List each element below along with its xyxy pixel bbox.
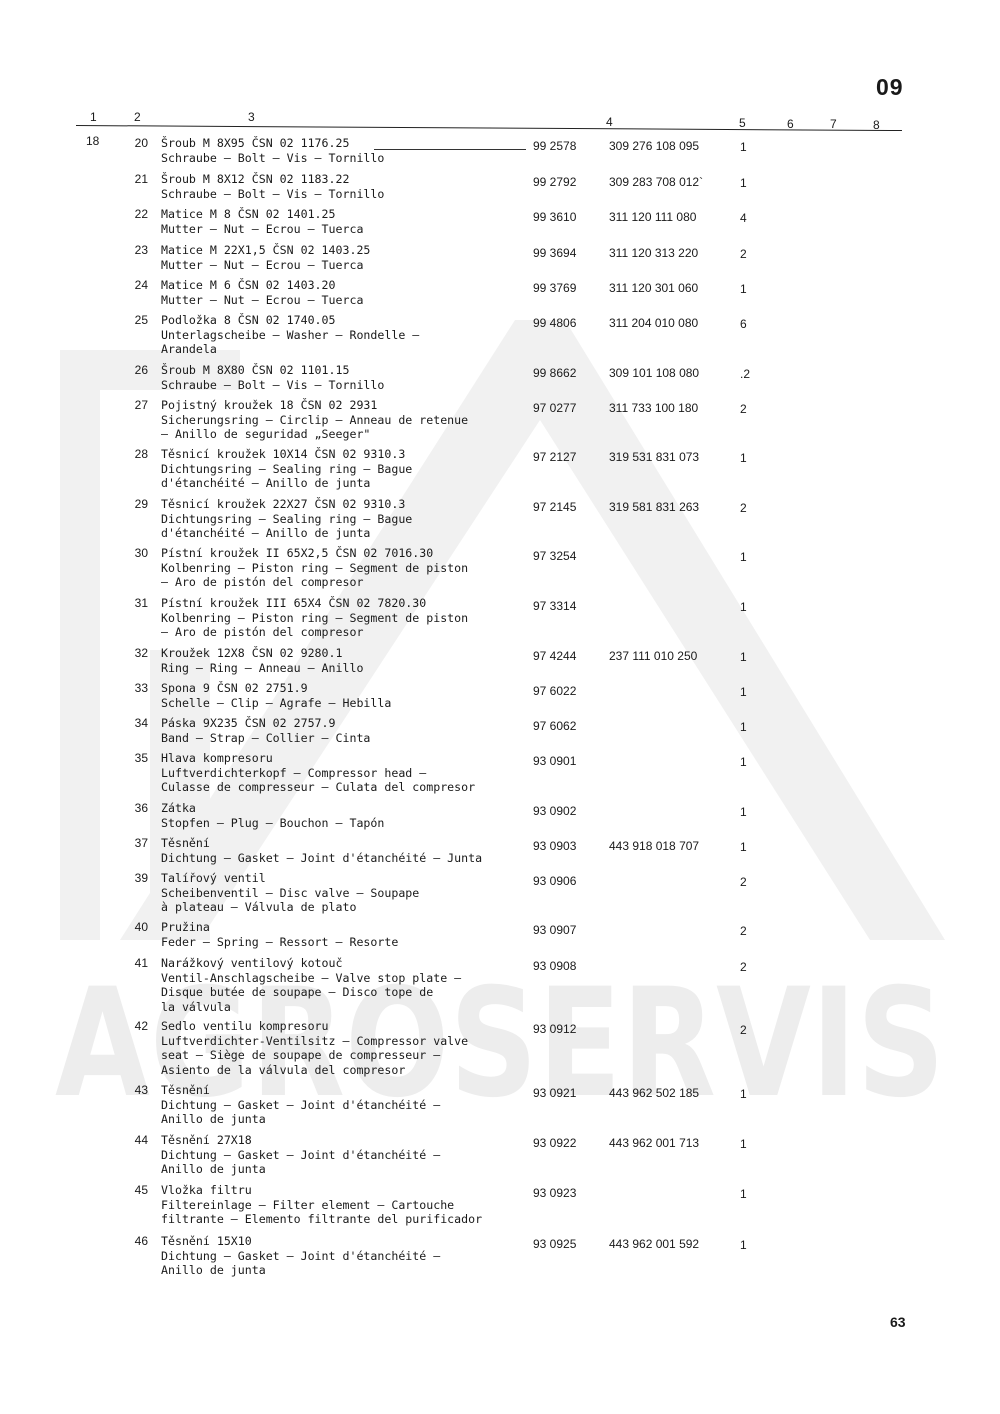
- column-header-4: 4: [606, 115, 613, 129]
- description-line: — Anillo de seguridad „Seeger": [161, 427, 371, 442]
- description-line: Band — Strap — Collier — Cinta: [161, 730, 371, 745]
- quantity: 2: [740, 924, 747, 938]
- description-line: Stopfen — Plug — Bouchon — Tapón: [161, 815, 385, 830]
- part-description: [161, 363, 521, 392]
- description-line: Narážkový ventilový kotouč: [161, 956, 343, 970]
- description-line: Šroub M 8X95 ČSN 02 1176.25: [161, 136, 350, 150]
- part-number: 93 0901: [533, 754, 577, 768]
- description-line: Pístní kroužek II 65X2,5 ČSN 02 7016.30: [161, 546, 434, 560]
- position-number: 23: [134, 243, 148, 257]
- description-line: Kolbenring — Piston ring — Segment de piston: [161, 560, 469, 575]
- part-number: 97 0277: [533, 401, 577, 415]
- position-number: 28: [134, 447, 148, 461]
- catalog-number: 309 276 108 095: [609, 139, 700, 153]
- part-description: [161, 1133, 521, 1177]
- description-line: Mutter — Nut — Ecrou — Tuerca: [161, 292, 364, 307]
- group-number: 18: [86, 134, 100, 148]
- description-line: Disque butée de soupape — Disco tope de: [161, 985, 434, 1000]
- part-number: 93 0908: [533, 959, 577, 973]
- description-line: Arandela: [161, 342, 217, 357]
- description-line: Dichtung — Gasket — Joint d'étanchéité —: [161, 1097, 441, 1112]
- description-line: Anillo de junta: [161, 1112, 266, 1127]
- description-line: Scheibenventil — Disc valve — Soupape: [161, 885, 420, 900]
- part-description: [161, 313, 521, 357]
- part-number: 99 8662: [533, 366, 577, 380]
- position-number: 21: [134, 172, 148, 186]
- quantity: 1: [740, 550, 747, 564]
- part-description: [161, 596, 521, 640]
- catalog-number: 311 733 100 180: [609, 401, 699, 415]
- part-number: 97 6022: [533, 684, 577, 698]
- quantity: 6: [740, 317, 747, 331]
- quantity: 1: [740, 140, 747, 154]
- quantity: 1: [740, 650, 747, 664]
- catalog-number: 311 120 313 220: [609, 246, 699, 260]
- part-number: 93 0902: [533, 804, 577, 818]
- quantity: .2: [740, 367, 751, 381]
- quantity: 1: [740, 282, 747, 296]
- catalog-number: 237 111 010 250: [609, 649, 698, 663]
- part-number: 97 6062: [533, 719, 577, 733]
- part-description: [161, 278, 521, 307]
- position-number: 33: [134, 681, 148, 695]
- part-number: 97 2127: [533, 450, 577, 464]
- catalog-number: 443 962 001 592: [609, 1237, 700, 1251]
- part-description: [161, 207, 521, 236]
- description-line: Anillo de junta: [161, 1263, 266, 1278]
- description-line: Unterlagscheibe — Washer — Rondelle —: [161, 327, 420, 342]
- description-line: Pojistný kroužek 18 ČSN 02 2931: [161, 398, 378, 412]
- quantity: 1: [740, 176, 747, 190]
- description-line: Matice M 22X1,5 ČSN 02 1403.25: [161, 243, 371, 257]
- description-line: — Aro de pistón del compresor: [161, 575, 364, 590]
- description-line: Schraube — Bolt — Vis — Tornillo: [161, 377, 385, 392]
- description-line: Ring — Ring — Anneau — Anillo: [161, 660, 364, 675]
- description-line: d'étanchéité — Anillo de junta: [161, 476, 371, 491]
- description-line: Mutter — Nut — Ecrou — Tuerca: [161, 221, 364, 236]
- description-line: la válvula: [161, 999, 231, 1014]
- description-line: filtrante — Elemento filtrante del purificador: [161, 1212, 483, 1227]
- description-line: Dichtungsring — Sealing ring — Bague: [161, 511, 413, 526]
- quantity: 4: [740, 211, 747, 225]
- part-description: [161, 751, 521, 795]
- section-number: 09: [876, 74, 904, 100]
- part-description: [161, 646, 521, 675]
- description-line: Šroub M 8X12 ČSN 02 1183.22: [161, 172, 350, 186]
- description-line: Vložka filtru: [161, 1183, 252, 1197]
- part-description: [161, 801, 521, 830]
- description-line: Dichtung — Gasket — Joint d'étanchéité — Junta: [161, 850, 483, 865]
- part-description: [161, 681, 521, 710]
- description-line: Těsnění: [161, 836, 210, 850]
- description-line: Těsnicí kroužek 10X14 ČSN 02 9310.3: [161, 447, 406, 461]
- part-description: [161, 172, 521, 201]
- description-line: Ventil-Anschlagscheibe — Valve stop plate —: [161, 970, 462, 985]
- quantity: 1: [740, 685, 747, 699]
- column-header-5: 5: [739, 116, 746, 130]
- quantity: 1: [740, 840, 747, 854]
- position-number: 20: [134, 136, 148, 150]
- quantity: 1: [740, 1238, 747, 1252]
- part-number: 93 0922: [533, 1136, 577, 1150]
- part-description: [161, 716, 521, 745]
- quantity: 1: [740, 720, 747, 734]
- description-line: Těsnění 27X18: [161, 1133, 252, 1147]
- position-number: 26: [134, 363, 148, 377]
- part-number: 93 0923: [533, 1186, 577, 1200]
- quantity: 2: [740, 1023, 747, 1037]
- part-number: 99 3769: [533, 281, 577, 295]
- description-line: Pružina: [161, 920, 210, 934]
- description-line: Schraube — Bolt — Vis — Tornillo: [161, 150, 385, 165]
- part-number: 93 0925: [533, 1237, 577, 1251]
- part-number: 97 4244: [533, 649, 577, 663]
- position-number: 22: [134, 207, 148, 221]
- quantity: 2: [740, 501, 747, 515]
- description-line: Filtereinlage — Filter element — Cartouche: [161, 1197, 455, 1212]
- catalog-number: 309 283 708 012`: [609, 175, 704, 189]
- part-number: 97 2145: [533, 500, 577, 514]
- position-number: 41: [134, 956, 148, 970]
- part-description: [161, 136, 521, 165]
- description-line: Talířový ventil: [161, 871, 266, 885]
- part-number: 99 2792: [533, 175, 577, 189]
- description-line: Culasse de compresseur — Culata del compresor: [161, 780, 476, 795]
- quantity: 1: [740, 1087, 747, 1101]
- watermark-text: AGROSERVIS: [55, 957, 945, 1131]
- position-number: 29: [134, 497, 148, 511]
- part-number: 97 3254: [533, 549, 577, 563]
- catalog-number: 311 120 301 060: [609, 281, 699, 295]
- part-description: [161, 920, 521, 949]
- column-header-2: 2: [134, 110, 141, 124]
- quantity: 2: [740, 960, 747, 974]
- catalog-number: 319 531 831 073: [609, 450, 700, 464]
- part-description: [161, 871, 521, 915]
- catalog-number: 443 918 018 707: [609, 839, 700, 853]
- description-line: Dichtung — Gasket — Joint d'étanchéité —: [161, 1248, 441, 1263]
- part-number: 97 3314: [533, 599, 577, 613]
- column-header-6: 6: [787, 117, 794, 131]
- quantity: 1: [740, 805, 747, 819]
- description-line: Schraube — Bolt — Vis — Tornillo: [161, 186, 385, 201]
- part-description: [161, 447, 521, 491]
- position-number: 35: [134, 751, 148, 765]
- description-line: Šroub M 8X80 ČSN 02 1101.15: [161, 363, 350, 377]
- description-line: Těsnění 15X10: [161, 1234, 252, 1248]
- quantity: 1: [740, 600, 747, 614]
- part-description: [161, 956, 521, 1014]
- catalog-number: 311 120 111 080: [609, 210, 697, 224]
- position-number: 32: [134, 646, 148, 660]
- column-header-8: 8: [873, 118, 880, 132]
- row-separator: [374, 149, 526, 150]
- description-line: Spona 9 ČSN 02 2751.9: [161, 681, 308, 695]
- column-header-3: 3: [248, 110, 255, 124]
- position-number: 27: [134, 398, 148, 412]
- column-header-7: 7: [830, 117, 837, 131]
- part-number: 93 0906: [533, 874, 577, 888]
- description-line: Kolbenring — Piston ring — Segment de piston: [161, 610, 469, 625]
- position-number: 36: [134, 801, 148, 815]
- position-number: 25: [134, 313, 148, 327]
- quantity: 1: [740, 1137, 747, 1151]
- description-line: Sedlo ventilu kompresoru: [161, 1019, 329, 1033]
- part-description: [161, 1083, 521, 1127]
- description-line: Zátka: [161, 801, 196, 815]
- description-line: Hlava kompresoru: [161, 751, 273, 765]
- description-line: Asiento de la válvula del compresor: [161, 1062, 406, 1077]
- position-number: 30: [134, 546, 148, 560]
- description-line: Kroužek 12X8 ČSN 02 9280.1: [161, 646, 343, 660]
- position-number: 24: [134, 278, 148, 292]
- quantity: 1: [740, 755, 747, 769]
- quantity: 2: [740, 402, 747, 416]
- description-line: — Aro de pistón del compresor: [161, 625, 364, 640]
- part-description: [161, 1183, 521, 1227]
- description-line: seat — Siège de soupape de compresseur —: [161, 1048, 441, 1063]
- position-number: 34: [134, 716, 148, 730]
- description-line: Anillo de junta: [161, 1162, 266, 1177]
- description-line: Feder — Spring — Ressort — Resorte: [161, 934, 399, 949]
- description-line: Mutter — Nut — Ecrou — Tuerca: [161, 257, 364, 272]
- part-description: [161, 1234, 521, 1278]
- description-line: Podložka 8 ČSN 02 1740.05: [161, 313, 336, 327]
- catalog-number: 319 581 831 263: [609, 500, 700, 514]
- part-description: [161, 243, 521, 272]
- catalog-number: 309 101 108 080: [609, 366, 700, 380]
- part-description: [161, 546, 521, 590]
- position-number: 39: [134, 871, 148, 885]
- catalog-number: 443 962 502 185: [609, 1086, 700, 1100]
- description-line: Luftverdichterkopf — Compressor head —: [161, 765, 427, 780]
- description-line: Matice M 6 ČSN 02 1403.20: [161, 278, 336, 292]
- part-description: [161, 398, 521, 442]
- description-line: Těsnicí kroužek 22X27 ČSN 02 9310.3: [161, 497, 406, 511]
- part-number: 93 0921: [533, 1086, 577, 1100]
- quantity: 2: [740, 875, 747, 889]
- position-number: 40: [134, 920, 148, 934]
- part-description: [161, 836, 521, 865]
- position-number: 42: [134, 1019, 148, 1033]
- position-number: 31: [134, 596, 148, 610]
- description-line: Schelle — Clip — Agrafe — Hebilla: [161, 695, 392, 710]
- description-line: Pístní kroužek III 65X4 ČSN 02 7820.30: [161, 596, 427, 610]
- part-number: 99 3610: [533, 210, 577, 224]
- quantity: 1: [740, 1187, 747, 1201]
- description-line: Páska 9X235 ČSN 02 2757.9: [161, 716, 336, 730]
- quantity: 1: [740, 451, 747, 465]
- description-line: Dichtung — Gasket — Joint d'étanchéité —: [161, 1147, 441, 1162]
- quantity: 2: [740, 247, 747, 261]
- part-description: [161, 1019, 521, 1077]
- position-number: 43: [134, 1083, 148, 1097]
- page-number: 63: [890, 1314, 906, 1330]
- catalog-number: 311 204 010 080: [609, 316, 699, 330]
- description-line: Sicherungsring — Circlip — Anneau de retenue: [161, 412, 469, 427]
- description-line: à plateau — Válvula de plato: [161, 900, 357, 915]
- position-number: 46: [134, 1234, 148, 1248]
- position-number: 37: [134, 836, 148, 850]
- part-description: [161, 497, 521, 541]
- description-line: Luftverdichter-Ventilsitz — Compressor valve: [161, 1033, 469, 1048]
- description-line: d'étanchéité — Anillo de junta: [161, 526, 371, 541]
- position-number: 44: [134, 1133, 148, 1147]
- part-number: 99 3694: [533, 246, 577, 260]
- position-number: 45: [134, 1183, 148, 1197]
- column-header-1: 1: [90, 110, 97, 124]
- description-line: Těsnění: [161, 1083, 210, 1097]
- part-number: 93 0907: [533, 923, 577, 937]
- description-line: Matice M 8 ČSN 02 1401.25: [161, 207, 336, 221]
- part-number: 93 0912: [533, 1022, 577, 1036]
- part-number: 99 2578: [533, 139, 577, 153]
- part-number: 99 4806: [533, 316, 577, 330]
- part-number: 93 0903: [533, 839, 577, 853]
- catalog-number: 443 962 001 713: [609, 1136, 700, 1150]
- description-line: Dichtungsring — Sealing ring — Bague: [161, 461, 413, 476]
